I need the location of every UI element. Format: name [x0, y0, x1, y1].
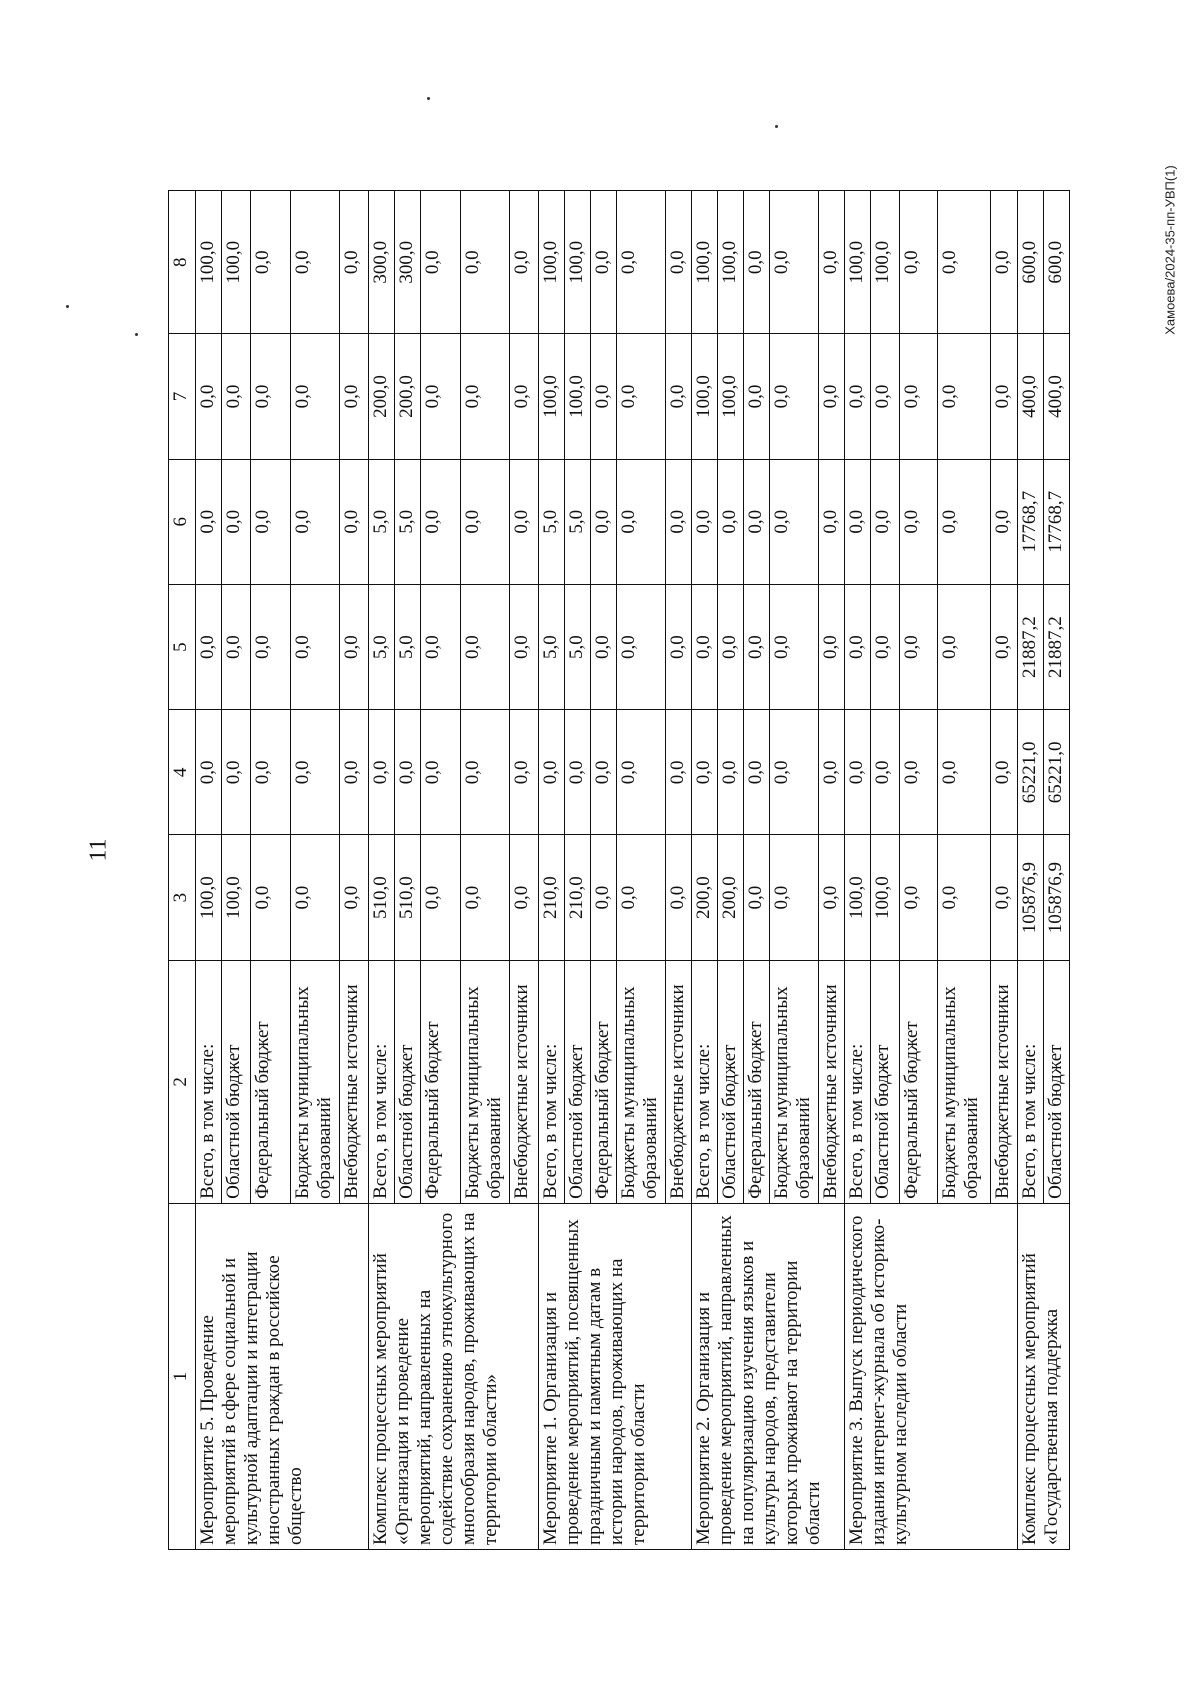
funding-source-cell: Областной бюджет — [1044, 960, 1070, 1203]
amount-cell-col-3: 0,0 — [770, 835, 819, 960]
amount-cell-col-4: 0,0 — [591, 710, 617, 835]
amount-cell-col-7: 400,0 — [1044, 334, 1070, 459]
amount-cell-col-8: 0,0 — [819, 191, 845, 334]
amount-cell-col-6: 5,0 — [395, 459, 421, 584]
funding-source-cell: Бюджеты муниципальных образований — [461, 960, 510, 1203]
amount-cell-col-7: 100,0 — [692, 334, 718, 459]
amount-cell-col-5: 0,0 — [845, 584, 871, 709]
amount-cell-col-7: 0,0 — [591, 334, 617, 459]
amount-cell-col-4: 0,0 — [819, 710, 845, 835]
amount-cell-col-8: 0,0 — [938, 191, 991, 334]
amount-cell-col-3: 0,0 — [938, 835, 991, 960]
amount-cell-col-3: 0,0 — [666, 835, 692, 960]
column-header-8: 8 — [169, 191, 196, 334]
column-header-7: 7 — [169, 334, 196, 459]
funding-source-cell: Бюджеты муниципальных образований — [291, 960, 340, 1203]
scan-speck — [135, 333, 138, 336]
amount-cell-col-4: 0,0 — [421, 710, 461, 835]
amount-cell-col-8: 0,0 — [461, 191, 510, 334]
amount-cell-col-4: 0,0 — [938, 710, 991, 835]
amount-cell-col-3: 0,0 — [617, 835, 666, 960]
amount-cell-col-6: 0,0 — [900, 459, 938, 584]
funding-table-body — [169, 191, 1070, 1550]
amount-cell-col-4: 0,0 — [340, 710, 369, 835]
amount-cell-col-6: 0,0 — [291, 459, 340, 584]
table-header-row — [169, 191, 196, 1550]
amount-cell-col-7: 0,0 — [222, 334, 251, 459]
amount-cell-col-4: 0,0 — [196, 710, 222, 835]
amount-cell-col-6: 0,0 — [617, 459, 666, 584]
amount-cell-col-4: 65221,0 — [1044, 710, 1070, 835]
activity-name-cell: Комплекс процессных мероприятий «Организация и проведение мероприятий, направленных на содействие сохранению этнокультурного многообразия народов, проживающих на территории области» — [369, 1203, 539, 1549]
amount-cell-col-8: 0,0 — [510, 191, 539, 334]
amount-cell-col-3: 210,0 — [565, 835, 591, 960]
amount-cell-col-7: 100,0 — [539, 334, 565, 459]
amount-cell-col-5: 0,0 — [938, 584, 991, 709]
activity-name-cell: Мероприятие 3. Выпуск периодического издания интернет-журнала об историко-культурном наследии области — [845, 1203, 1018, 1549]
amount-cell-col-4: 0,0 — [510, 710, 539, 835]
activity-name-cell: Мероприятие 5. Проведение мероприятий в сфере социальной и культурной адаптации и интеграции иностранных граждан в российское общество — [196, 1203, 369, 1549]
amount-cell-col-6: 0,0 — [845, 459, 871, 584]
amount-cell-col-5: 0,0 — [819, 584, 845, 709]
footer-code: Хамоева/2024-35-пп-УВП(1) — [1162, 165, 1178, 335]
amount-cell-col-6: 0,0 — [196, 459, 222, 584]
funding-source-cell: Областной бюджет — [395, 960, 421, 1203]
table-row — [539, 191, 565, 1550]
table-row — [692, 191, 718, 1550]
amount-cell-col-5: 0,0 — [692, 584, 718, 709]
amount-cell-col-6: 0,0 — [340, 459, 369, 584]
column-header-5: 5 — [169, 584, 196, 709]
amount-cell-col-7: 200,0 — [395, 334, 421, 459]
amount-cell-col-4: 0,0 — [291, 710, 340, 835]
amount-cell-col-7: 0,0 — [845, 334, 871, 459]
amount-cell-col-8: 100,0 — [222, 191, 251, 334]
amount-cell-col-8: 0,0 — [900, 191, 938, 334]
funding-source-cell: Всего, в том числе: — [845, 960, 871, 1203]
amount-cell-col-5: 0,0 — [591, 584, 617, 709]
amount-cell-col-7: 0,0 — [938, 334, 991, 459]
amount-cell-col-6: 0,0 — [666, 459, 692, 584]
amount-cell-col-4: 0,0 — [871, 710, 900, 835]
amount-cell-col-3: 200,0 — [718, 835, 744, 960]
funding-source-cell: Федеральный бюджет — [900, 960, 938, 1203]
amount-cell-col-6: 0,0 — [591, 459, 617, 584]
amount-cell-col-3: 0,0 — [591, 835, 617, 960]
amount-cell-col-4: 65221,0 — [1018, 710, 1044, 835]
table-row — [369, 191, 395, 1550]
amount-cell-col-7: 0,0 — [196, 334, 222, 459]
amount-cell-col-3: 210,0 — [539, 835, 565, 960]
amount-cell-col-8: 0,0 — [591, 191, 617, 334]
amount-cell-col-7: 0,0 — [770, 334, 819, 459]
amount-cell-col-5: 0,0 — [340, 584, 369, 709]
amount-cell-col-3: 0,0 — [900, 835, 938, 960]
amount-cell-col-3: 510,0 — [395, 835, 421, 960]
amount-cell-col-3: 0,0 — [421, 835, 461, 960]
amount-cell-col-8: 0,0 — [340, 191, 369, 334]
amount-cell-col-7: 0,0 — [666, 334, 692, 459]
amount-cell-col-4: 0,0 — [222, 710, 251, 835]
amount-cell-col-6: 5,0 — [565, 459, 591, 584]
funding-source-cell: Федеральный бюджет — [591, 960, 617, 1203]
amount-cell-col-7: 200,0 — [369, 334, 395, 459]
funding-source-cell: Внебюджетные источники — [991, 960, 1018, 1203]
amount-cell-col-4: 0,0 — [845, 710, 871, 835]
amount-cell-col-4: 0,0 — [617, 710, 666, 835]
amount-cell-col-3: 0,0 — [340, 835, 369, 960]
amount-cell-col-7: 0,0 — [291, 334, 340, 459]
amount-cell-col-7: 0,0 — [991, 334, 1018, 459]
amount-cell-col-7: 0,0 — [900, 334, 938, 459]
funding-source-cell: Внебюджетные источники — [340, 960, 369, 1203]
amount-cell-col-4: 0,0 — [991, 710, 1018, 835]
amount-cell-col-3: 200,0 — [692, 835, 718, 960]
amount-cell-col-6: 0,0 — [461, 459, 510, 584]
amount-cell-col-6: 17768,7 — [1044, 459, 1070, 584]
funding-source-cell: Внебюджетные источники — [819, 960, 845, 1203]
amount-cell-col-3: 105876,9 — [1044, 835, 1070, 960]
amount-cell-col-6: 0,0 — [871, 459, 900, 584]
amount-cell-col-6: 5,0 — [369, 459, 395, 584]
funding-table — [168, 190, 1070, 1550]
column-header-6: 6 — [169, 459, 196, 584]
amount-cell-col-8: 600,0 — [1018, 191, 1044, 334]
amount-cell-col-4: 0,0 — [461, 710, 510, 835]
amount-cell-col-5: 0,0 — [222, 584, 251, 709]
amount-cell-col-3: 100,0 — [196, 835, 222, 960]
amount-cell-col-5: 0,0 — [871, 584, 900, 709]
amount-cell-col-3: 100,0 — [871, 835, 900, 960]
funding-source-cell: Всего, в том числе: — [196, 960, 222, 1203]
amount-cell-col-6: 0,0 — [692, 459, 718, 584]
amount-cell-col-7: 0,0 — [744, 334, 770, 459]
amount-cell-col-5: 5,0 — [565, 584, 591, 709]
amount-cell-col-5: 0,0 — [421, 584, 461, 709]
amount-cell-col-8: 100,0 — [565, 191, 591, 334]
column-header-3: 3 — [169, 835, 196, 960]
amount-cell-col-5: 5,0 — [539, 584, 565, 709]
amount-cell-col-5: 0,0 — [718, 584, 744, 709]
amount-cell-col-3: 100,0 — [222, 835, 251, 960]
amount-cell-col-8: 0,0 — [770, 191, 819, 334]
amount-cell-col-5: 0,0 — [510, 584, 539, 709]
amount-cell-col-5: 0,0 — [196, 584, 222, 709]
amount-cell-col-8: 0,0 — [251, 191, 291, 334]
amount-cell-col-4: 0,0 — [770, 710, 819, 835]
amount-cell-col-4: 0,0 — [539, 710, 565, 835]
amount-cell-col-5: 0,0 — [744, 584, 770, 709]
amount-cell-col-7: 0,0 — [421, 334, 461, 459]
amount-cell-col-3: 0,0 — [291, 835, 340, 960]
amount-cell-col-6: 0,0 — [991, 459, 1018, 584]
funding-source-cell: Областной бюджет — [565, 960, 591, 1203]
amount-cell-col-4: 0,0 — [692, 710, 718, 835]
amount-cell-col-6: 0,0 — [744, 459, 770, 584]
amount-cell-col-4: 0,0 — [718, 710, 744, 835]
amount-cell-col-3: 0,0 — [251, 835, 291, 960]
activity-name-cell: Комплекс процессных мероприятий «Государственная поддержка — [1018, 1203, 1070, 1549]
amount-cell-col-5: 21887,2 — [1044, 584, 1070, 709]
column-header-4: 4 — [169, 710, 196, 835]
amount-cell-col-6: 0,0 — [510, 459, 539, 584]
amount-cell-col-8: 0,0 — [991, 191, 1018, 334]
amount-cell-col-7: 0,0 — [251, 334, 291, 459]
amount-cell-col-4: 0,0 — [666, 710, 692, 835]
column-header-1: 1 — [169, 1203, 196, 1549]
scan-speck — [66, 305, 69, 308]
funding-source-cell: Областной бюджет — [718, 960, 744, 1203]
amount-cell-col-7: 0,0 — [461, 334, 510, 459]
amount-cell-col-7: 400,0 — [1018, 334, 1044, 459]
funding-source-cell: Всего, в том числе: — [692, 960, 718, 1203]
amount-cell-col-8: 100,0 — [845, 191, 871, 334]
amount-cell-col-7: 100,0 — [718, 334, 744, 459]
amount-cell-col-5: 0,0 — [770, 584, 819, 709]
amount-cell-col-3: 0,0 — [819, 835, 845, 960]
funding-source-cell: Внебюджетные источники — [510, 960, 539, 1203]
amount-cell-col-4: 0,0 — [900, 710, 938, 835]
amount-cell-col-6: 0,0 — [251, 459, 291, 584]
funding-source-cell: Федеральный бюджет — [251, 960, 291, 1203]
funding-source-cell: Бюджеты муниципальных образований — [770, 960, 819, 1203]
amount-cell-col-5: 0,0 — [666, 584, 692, 709]
amount-cell-col-5: 0,0 — [291, 584, 340, 709]
amount-cell-col-6: 0,0 — [718, 459, 744, 584]
amount-cell-col-5: 5,0 — [369, 584, 395, 709]
amount-cell-col-8: 0,0 — [666, 191, 692, 334]
amount-cell-col-5: 0,0 — [461, 584, 510, 709]
table-row — [196, 191, 222, 1550]
amount-cell-col-8: 0,0 — [421, 191, 461, 334]
funding-source-cell: Федеральный бюджет — [421, 960, 461, 1203]
amount-cell-col-8: 0,0 — [291, 191, 340, 334]
scan-speck — [775, 125, 778, 128]
amount-cell-col-8: 0,0 — [617, 191, 666, 334]
amount-cell-col-6: 0,0 — [819, 459, 845, 584]
funding-source-cell: Федеральный бюджет — [744, 960, 770, 1203]
funding-source-cell: Областной бюджет — [871, 960, 900, 1203]
funding-source-cell: Всего, в том числе: — [369, 960, 395, 1203]
amount-cell-col-7: 0,0 — [871, 334, 900, 459]
amount-cell-col-8: 100,0 — [196, 191, 222, 334]
page-number: 11 — [85, 838, 112, 862]
amount-cell-col-6: 5,0 — [539, 459, 565, 584]
amount-cell-col-5: 0,0 — [900, 584, 938, 709]
amount-cell-col-8: 100,0 — [539, 191, 565, 334]
table-row — [1018, 191, 1044, 1550]
amount-cell-col-3: 105876,9 — [1018, 835, 1044, 960]
amount-cell-col-6: 0,0 — [770, 459, 819, 584]
amount-cell-col-4: 0,0 — [251, 710, 291, 835]
activity-name-cell: Мероприятие 2. Организация и проведение мероприятий, направленных на популяризацию изучения языков и культуры народов, представители которых проживают на территории области — [692, 1203, 845, 1549]
amount-cell-col-4: 0,0 — [369, 710, 395, 835]
amount-cell-col-4: 0,0 — [744, 710, 770, 835]
amount-cell-col-3: 0,0 — [510, 835, 539, 960]
amount-cell-col-5: 0,0 — [991, 584, 1018, 709]
amount-cell-col-7: 0,0 — [819, 334, 845, 459]
amount-cell-col-5: 0,0 — [617, 584, 666, 709]
amount-cell-col-7: 0,0 — [617, 334, 666, 459]
column-header-2: 2 — [169, 960, 196, 1203]
amount-cell-col-8: 100,0 — [871, 191, 900, 334]
amount-cell-col-5: 0,0 — [251, 584, 291, 709]
amount-cell-col-3: 0,0 — [744, 835, 770, 960]
amount-cell-col-7: 0,0 — [510, 334, 539, 459]
amount-cell-col-7: 0,0 — [340, 334, 369, 459]
activity-name-cell: Мероприятие 1. Организация и проведение мероприятий, посвященных праздничным и памятным датам в истории народов, проживающих на территории области — [539, 1203, 692, 1549]
amount-cell-col-8: 300,0 — [369, 191, 395, 334]
amount-cell-col-3: 0,0 — [461, 835, 510, 960]
funding-source-cell: Всего, в том числе: — [1018, 960, 1044, 1203]
amount-cell-col-4: 0,0 — [565, 710, 591, 835]
amount-cell-col-8: 600,0 — [1044, 191, 1070, 334]
table-row — [845, 191, 871, 1550]
funding-source-cell: Бюджеты муниципальных образований — [938, 960, 991, 1203]
amount-cell-col-5: 5,0 — [395, 584, 421, 709]
funding-source-cell: Областной бюджет — [222, 960, 251, 1203]
amount-cell-col-4: 0,0 — [395, 710, 421, 835]
amount-cell-col-6: 17768,7 — [1018, 459, 1044, 584]
amount-cell-col-3: 0,0 — [991, 835, 1018, 960]
amount-cell-col-5: 21887,2 — [1018, 584, 1044, 709]
amount-cell-col-6: 0,0 — [421, 459, 461, 584]
amount-cell-col-7: 100,0 — [565, 334, 591, 459]
amount-cell-col-6: 0,0 — [222, 459, 251, 584]
amount-cell-col-8: 0,0 — [744, 191, 770, 334]
funding-source-cell: Бюджеты муниципальных образований — [617, 960, 666, 1203]
funding-source-cell: Внебюджетные источники — [666, 960, 692, 1203]
funding-source-cell: Всего, в том числе: — [539, 960, 565, 1203]
amount-cell-col-8: 100,0 — [692, 191, 718, 334]
amount-cell-col-6: 0,0 — [938, 459, 991, 584]
amount-cell-col-8: 100,0 — [718, 191, 744, 334]
amount-cell-col-8: 300,0 — [395, 191, 421, 334]
amount-cell-col-3: 510,0 — [369, 835, 395, 960]
amount-cell-col-3: 100,0 — [845, 835, 871, 960]
scan-speck — [427, 97, 430, 100]
